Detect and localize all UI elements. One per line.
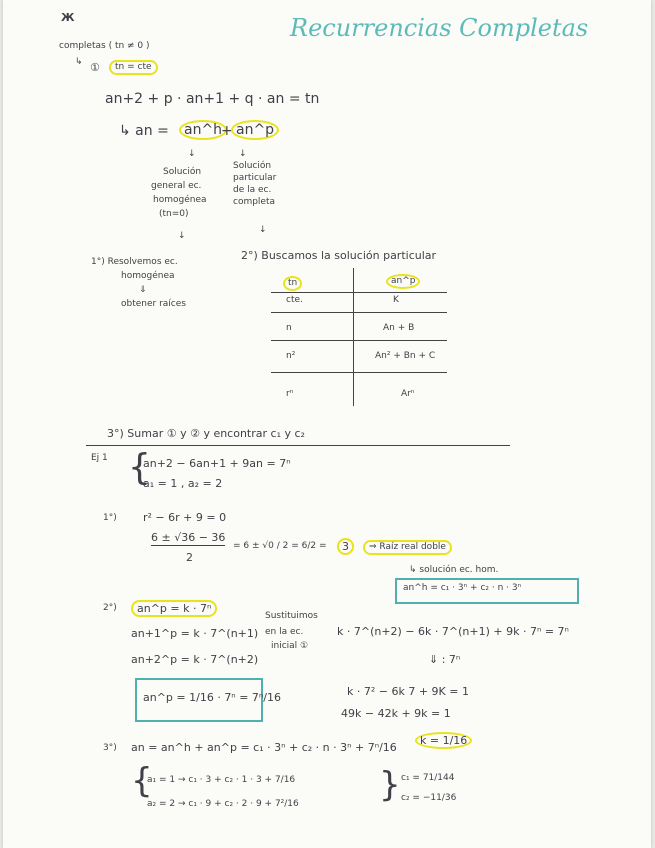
step3-title: 3°) Sumar ① y ② y encontrar c₁ y c₂: [107, 427, 305, 440]
step1-roots: obtener raíces: [121, 299, 186, 309]
circled-number: ①: [90, 61, 100, 74]
system-row1: a₁ = 1 → c₁ · 3 + c₂ · 1 · 3 + 7/16: [147, 775, 296, 785]
note-line: Solución: [163, 167, 202, 177]
step-label: 2°): [103, 603, 117, 613]
substitute-note: inicial ①: [271, 641, 309, 651]
c2-value: c₂ = −11/36: [401, 793, 457, 803]
tn-cte-highlight: tn = cte: [109, 60, 158, 75]
system-row2: a₂ = 2 → c₁ · 9 + c₂ · 2 · 9 + 7²/16: [147, 799, 299, 809]
hom-solution: an^h = c₁ · 3ⁿ + c₂ · n · 3ⁿ: [403, 583, 522, 593]
particular-n1: an+1^p = k · 7^(n+1): [131, 627, 259, 640]
table-header-tn: tn: [283, 276, 302, 291]
substitute-note: en la ec.: [265, 627, 304, 637]
note-line: general ec.: [151, 181, 202, 191]
quadratic-denominator: 2: [186, 551, 193, 564]
table-divider: [353, 268, 354, 406]
brace-close-glyph: }: [379, 765, 401, 805]
table-header-anp: an^p: [386, 274, 420, 289]
anp-term: an^p: [231, 120, 279, 140]
table-cell: n²: [286, 351, 296, 361]
table-cell: An + B: [383, 323, 415, 333]
table-cell: K: [393, 295, 399, 305]
brace-glyph: {: [128, 447, 151, 488]
table-rule: [271, 312, 447, 313]
arrow-glyph: ↳: [75, 57, 83, 67]
notebook-page: [3, 0, 651, 848]
c1-value: c₁ = 71/144: [401, 773, 455, 783]
quadratic-formula: 6 ± √36 − 36: [151, 531, 226, 544]
general-solution: an = an^h + an^p = c₁ · 3ⁿ + c₂ · n · 3ⁿ + 7ⁿ/16: [131, 741, 397, 754]
root-note: ⇒ Raíz real doble: [363, 540, 452, 555]
step-label: 1°): [103, 513, 117, 523]
table-cell: Arⁿ: [401, 389, 415, 399]
brace-glyph: {: [131, 761, 153, 801]
table-cell: rⁿ: [286, 389, 294, 399]
plus-sign: +: [221, 123, 233, 139]
down-arrow-glyph: ↓: [239, 149, 247, 159]
characteristic-eq: r² − 6r + 9 = 0: [143, 511, 227, 524]
anh-term: an^h: [179, 120, 227, 140]
table-cell: n: [286, 323, 292, 333]
table-cell: cte.: [286, 295, 303, 305]
note-line: Solución: [233, 161, 272, 171]
intro-line: completas ( tn ≠ 0 ): [59, 41, 150, 51]
step2-title: 2°) Buscamos la solución particular: [241, 249, 437, 262]
table-rule: [271, 372, 447, 373]
quadratic-simplified: = 6 ± √0 / 2 = 6/2 =: [233, 541, 327, 551]
table-cell: An² + Bn + C: [375, 351, 436, 361]
note-line: particular: [233, 173, 277, 183]
note-line: de la ec.: [233, 185, 272, 195]
recurrence-equation: an+2 + p · an+1 + q · an = tn: [105, 91, 320, 107]
k-row1: k · 7² − 6k 7 + 9K = 1: [347, 685, 469, 698]
note-line: completa: [233, 197, 276, 207]
particular-result: an^p = 1/16 · 7ⁿ = 7ⁿ/16: [143, 691, 281, 704]
root-highlight: 3: [337, 538, 354, 555]
section-divider: [86, 445, 510, 446]
down-arrow-glyph: ↓: [188, 149, 196, 159]
corner-mark: Ж: [61, 11, 75, 24]
table-rule: [271, 292, 447, 293]
substitute-note: Sustituimos: [265, 611, 318, 621]
example-eq2: a₁ = 1 , a₂ = 2: [143, 477, 223, 490]
example-eq1: an+2 − 6an+1 + 9an = 7ⁿ: [143, 457, 291, 470]
step1-title: 1°) Resolvemos ec.: [91, 257, 178, 267]
k-row2: 49k − 42k + 9k = 1: [341, 707, 451, 720]
down-arrow-glyph: ↓: [259, 225, 267, 235]
particular-guess: an^p = k · 7ⁿ: [131, 600, 217, 617]
page-title: Recurrencias Completas: [290, 14, 589, 42]
note-line: homogénea: [153, 195, 207, 205]
step1-title-2: homogénea: [121, 271, 175, 281]
k-result: k = 1/16: [415, 732, 472, 749]
solution-prefix: ↳ an =: [119, 123, 169, 139]
step-label: 3°): [103, 743, 117, 753]
example-label: Ej 1: [91, 453, 108, 463]
divide-note: ⇓ : 7ⁿ: [429, 653, 461, 666]
table-rule: [271, 340, 447, 341]
note-line: (tn=0): [159, 209, 189, 219]
down-arrow-glyph: ↓: [178, 231, 186, 241]
hom-solution-label: ↳ solución ec. hom.: [409, 565, 499, 575]
double-arrow-glyph: ⇓: [139, 285, 147, 295]
substituted-equation: k · 7^(n+2) − 6k · 7^(n+1) + 9k · 7ⁿ = 7ⁿ: [337, 625, 569, 638]
particular-n2: an+2^p = k · 7^(n+2): [131, 653, 259, 666]
